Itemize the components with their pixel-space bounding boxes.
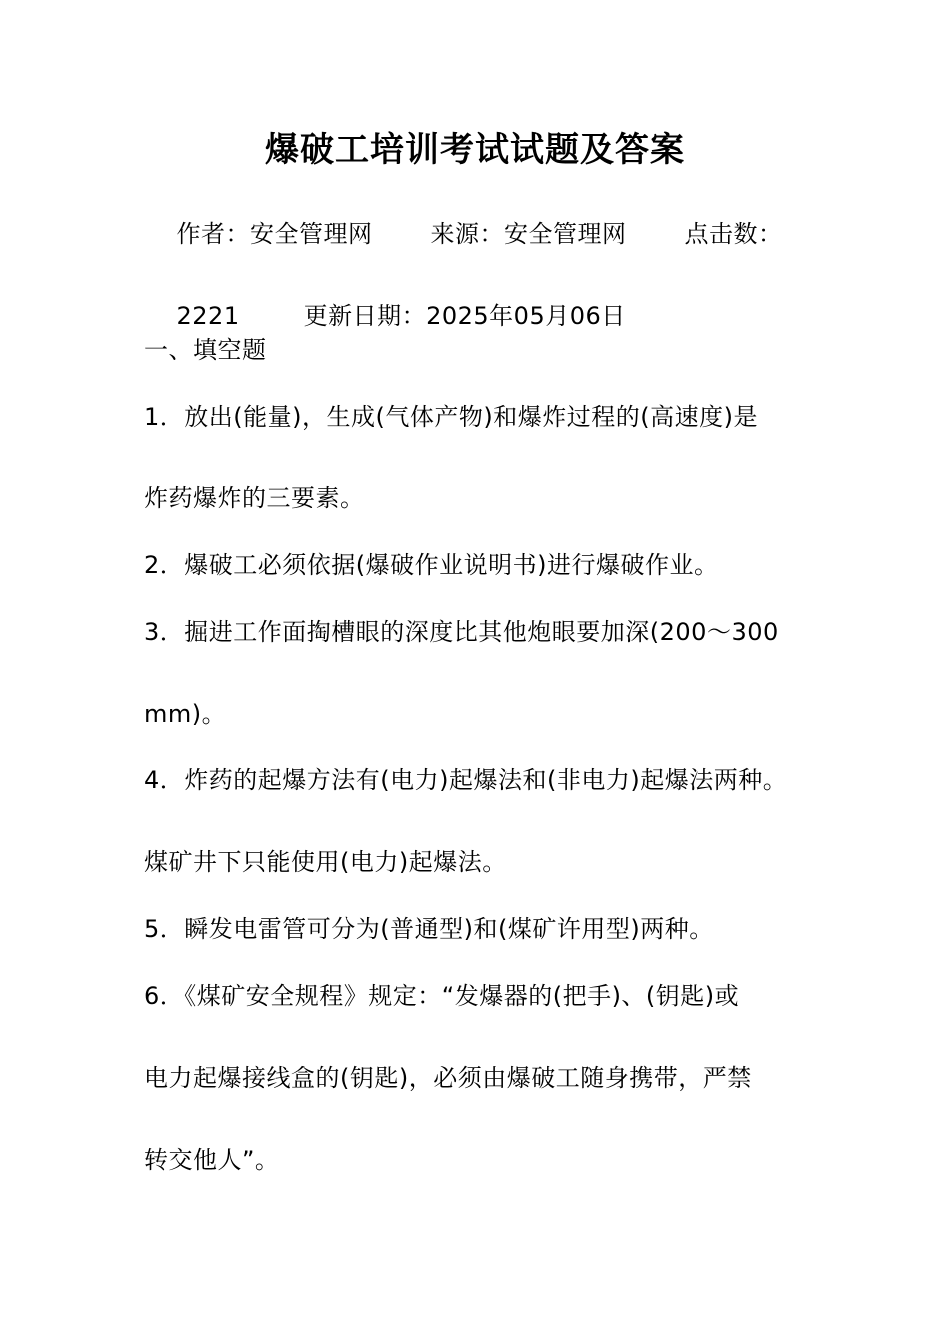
section-heading: 一、填空题 <box>144 336 267 364</box>
clicks-value: 2221 <box>176 302 240 330</box>
question-6-line-1: 6．《煤矿安全规程》规定：“发爆器的(把手)、(钥匙)或 <box>144 982 740 1010</box>
question-1-line-2: 炸药爆炸的三要素。 <box>144 484 365 512</box>
question-3-line-2: mm)。 <box>144 700 227 728</box>
updated-text: 更新日期：2025年05月06日 <box>303 302 626 330</box>
question-5-line-1: 5．瞬发电雷管可分为(普通型)和(煤矿许用型)两种。 <box>144 915 714 943</box>
question-3-line-1: 3．掘进工作面掏槽眼的深度比其他炮眼要加深(200～300 <box>144 618 779 646</box>
question-4-line-1: 4．炸药的起爆方法有(电力)起爆法和(非电力)起爆法两种。 <box>144 766 788 794</box>
question-1-line-1: 1．放出(能量)，生成(气体产物)和爆炸过程的(高速度)是 <box>144 403 758 431</box>
question-4-line-2: 煤矿井下只能使用(电力)起爆法。 <box>144 848 507 876</box>
source-text: 来源：安全管理网 <box>430 220 627 248</box>
question-2-line-1: 2．爆破工必须依据(爆破作业说明书)进行爆破作业。 <box>144 551 719 579</box>
question-6-line-2: 电力起爆接线盒的(钥匙)，必须由爆破工随身携带，严禁 <box>144 1064 752 1092</box>
clicks-label: 点击数： <box>684 220 783 248</box>
document-title: 爆破工培训考试试题及答案 <box>265 130 685 170</box>
author-text: 作者：安全管理网 <box>176 220 373 248</box>
question-6-line-3: 转交他人”。 <box>144 1146 280 1174</box>
